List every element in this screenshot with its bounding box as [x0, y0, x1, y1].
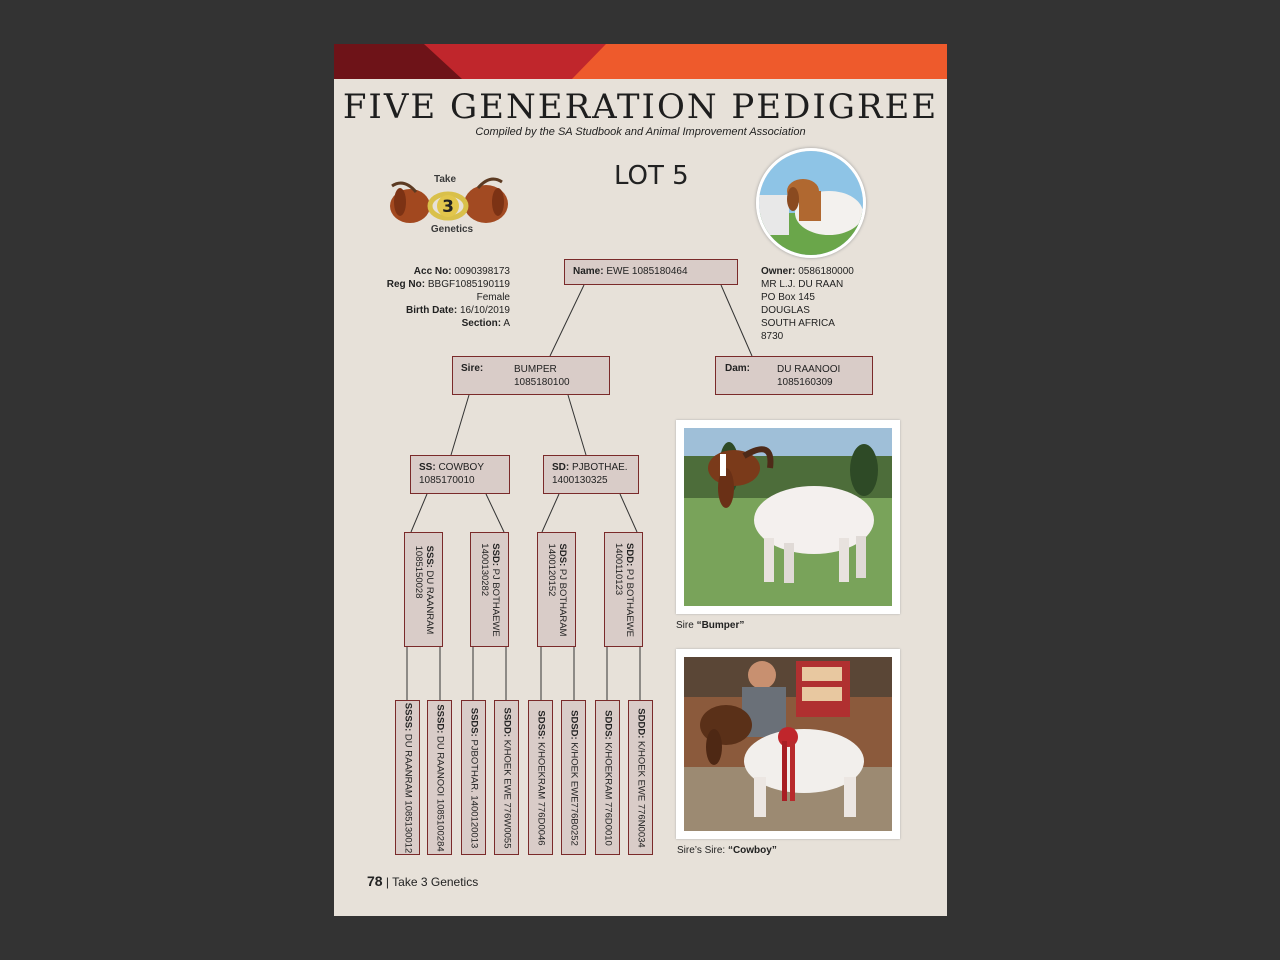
sire-name: BUMPER [514, 364, 557, 375]
sss-label: SSS: [423, 545, 435, 568]
sddd-box [628, 700, 653, 855]
page-number: 78 [367, 873, 383, 889]
sdsd-label: SDSD: [568, 709, 579, 740]
sire-photo [676, 420, 900, 614]
ssd-label: SSD: [489, 542, 501, 566]
ssd-name: PJ BOTHAEWE [489, 568, 501, 637]
logo-top-text: Take [433, 174, 457, 185]
sire-photo-caption [676, 620, 744, 631]
sss-box [404, 532, 443, 647]
footer-separator: | [385, 875, 390, 889]
ssss-box [395, 700, 420, 855]
section-label: Section: [461, 318, 502, 329]
owner-label: Owner: [761, 266, 796, 277]
ss-id: 1085170010 [419, 475, 475, 486]
footer-text: Take 3 Genetics [392, 875, 479, 889]
name-label: Name: [573, 266, 604, 277]
sds-label: SDS: [556, 543, 568, 566]
dam-box [715, 356, 873, 395]
owner-line: PO Box 145 [761, 292, 815, 303]
sd-name: PJBOTHAE. [572, 462, 628, 473]
sds-id: 1400120152 [545, 543, 557, 596]
catalogue-page [334, 44, 947, 916]
ss-box [410, 455, 510, 494]
name-value: EWE 1085180464 [606, 266, 688, 277]
acc-no-value: 0090398173 [454, 266, 510, 277]
caption2-prefix: Sire’s Sire: [677, 845, 726, 856]
sdss-label: SDSS: [535, 709, 546, 739]
sds-box [537, 532, 576, 647]
animal-name-box [564, 259, 738, 285]
dam-id: 1085160309 [777, 377, 833, 388]
section-value: A [503, 318, 510, 329]
sires-sire-photo-image [684, 657, 892, 831]
ssds-text: PJBOTHAR. 1400120013 [468, 738, 479, 848]
ssd-box [470, 532, 509, 647]
page-footer [367, 873, 478, 889]
owner-line: MR L.J. DU RAAN [761, 279, 844, 290]
sdsd-text: K/HOEK EWE776B0252 [568, 741, 579, 846]
reg-no-value: BBGF1085190119 [427, 279, 510, 290]
sdds-label: SDDS: [602, 709, 613, 740]
ssss-text: DU RAANRAM 1085130012 [402, 733, 413, 853]
birth-date-value: 16/10/2019 [459, 305, 510, 316]
page-subtitle: Compiled by the SA Studbook and Animal Improvement Association [475, 126, 806, 138]
sdd-label: SDD: [623, 542, 635, 566]
sddd-label: SDDD: [635, 707, 646, 738]
ss-label: SS: [419, 462, 436, 473]
ssss-label: SSSS: [402, 702, 413, 731]
ssdd-box [494, 700, 519, 855]
dam-name: DU RAANOOI [777, 364, 841, 375]
sire-label: Sire: [461, 363, 484, 374]
sss-name: DU RAANRAM [423, 569, 435, 634]
caption1-prefix: Sire [676, 620, 694, 631]
logo-number: 3 [442, 197, 454, 217]
birth-date-label: Birth Date: [406, 305, 458, 316]
sdss-box [528, 700, 553, 855]
owner-line: SOUTH AFRICA [761, 318, 835, 329]
owner-line: 8730 [761, 331, 784, 342]
sssd-box [427, 700, 452, 855]
sdd-name: PJ BOTHAEWE [623, 568, 635, 637]
page-title: FIVE GENERATION PEDIGREE [342, 87, 939, 127]
ssdd-text: K/HOEK EWE 776W0055 [501, 739, 512, 848]
sssd-text: DU RAANOOI 1085100284 [434, 735, 445, 852]
dam-label: Dam: [725, 363, 751, 374]
sddd-text: K/HOEK EWE 776N0034 [635, 740, 646, 848]
reg-no-label: Reg No: [386, 279, 426, 290]
logo-bottom-text: Genetics [430, 224, 474, 235]
sire-id: 1085180100 [514, 377, 570, 388]
sdds-box [595, 700, 620, 855]
sdds-text: K/HOEKRAM 776D0010 [602, 741, 613, 846]
owner-number: 0586180000 [798, 266, 854, 277]
ssdd-label: SSDD: [501, 707, 512, 737]
sex-value: Female [476, 292, 510, 303]
sdd-id: 1400110123 [612, 542, 624, 595]
sds-name: PJ BOTHARAM [556, 568, 568, 636]
ssds-label: SSDS: [468, 707, 479, 737]
sd-label: SD: [552, 462, 570, 473]
sssd-label: SSSD: [434, 703, 445, 733]
owner-line: DOUGLAS [761, 305, 810, 316]
sdss-text: K/HOEKRAM 776D0046 [535, 741, 546, 846]
ss-name: COWBOY [438, 462, 485, 473]
sdsd-box [561, 700, 586, 855]
ssds-box [461, 700, 486, 855]
sss-id: 1085150028 [412, 545, 424, 598]
ssd-id: 1400130282 [478, 542, 490, 596]
lot-number: LOT 5 [614, 161, 689, 191]
sire-photo-image [684, 428, 892, 606]
sires-sire-photo-caption [677, 845, 777, 856]
acc-no-label: Acc No: [413, 266, 452, 277]
sdd-box [604, 532, 643, 647]
caption1-name: “Bumper” [696, 620, 745, 631]
sd-box [543, 455, 639, 494]
sire-box [452, 356, 610, 395]
caption2-name: “Cowboy” [727, 845, 777, 856]
sd-id: 1400130325 [552, 475, 608, 486]
sires-sire-photo [676, 649, 900, 839]
